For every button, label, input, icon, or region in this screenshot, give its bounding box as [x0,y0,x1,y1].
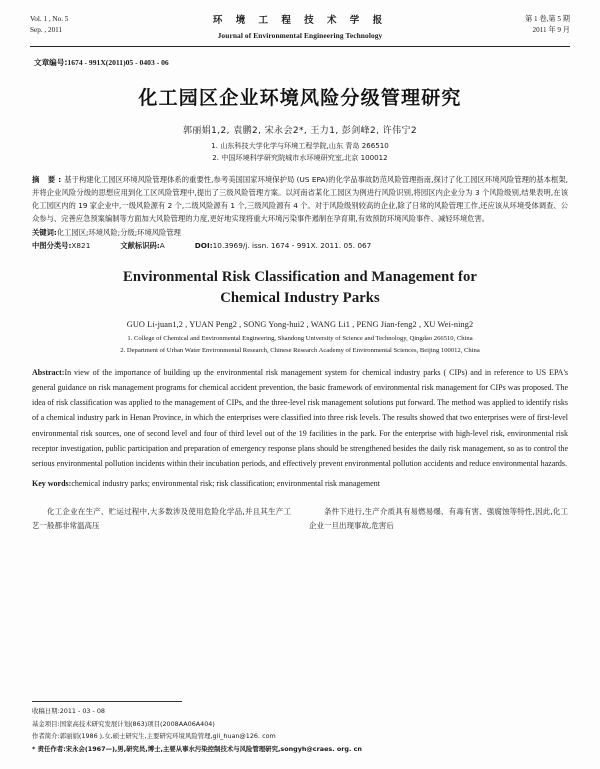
journal-title-cn: 环 境 工 程 技 术 学 报 [212,15,388,26]
article-number [34,57,600,68]
date-cn: 2011 年 9 月 [532,26,570,35]
keywords-cn-label: 关键词: [32,227,57,237]
article-number-value: 1674 - 991X(2011)05 - 0403 - 06 [67,58,169,68]
doi-value[interactable]: 10.3969/j. issn. 1674 - 991X. 2011. 05. 067 [212,241,372,251]
abstract-cn [32,174,568,226]
page-title-cn: 化工园区企业环境风险分级管理研究 [138,87,462,110]
footnote-author-bio: 作者简介:郭丽娟(1986 ),女,硕士研究生,主要研究环境风险管理,gli_huan@126. com [32,732,276,741]
footnote-corresponding-author: * 责任作者:宋永会(1967—),男,研究员,博士,主要从事水污染控制技术与风险管理研究,songyh@craes. org. cn [32,744,362,753]
classification-line [32,241,568,251]
affiliation-en-2: 2. Department of Urban Water Environmental Research, Chinese Research Academy of Environmental Sciences, Beijing 100012, China [120,346,480,354]
affiliations-en [0,333,600,356]
keywords-cn-text: 化工园区;环境风险;分级;环境风险管理 [56,227,181,237]
clc-value: X821 [71,241,91,251]
keywords-cn [32,227,568,240]
page-title-en [70,267,530,308]
article-number-label: 文章编号: [34,58,68,68]
body-columns [32,505,568,533]
journal-title-en: Journal of Environmental Engineering Technology [217,30,383,40]
affiliations-cn [0,140,600,164]
page-title-en-line1: Environmental Risk Classification and Management for [123,269,477,286]
document-code [120,241,164,251]
keywords-en-text: chemical industry parks; environmental risk; risk classification; environmental risk management [71,478,380,488]
body-paragraph-right: 条件下进行,生产介质具有易燃易爆、有毒有害、强腐蚀等特性,因此,化工企业一旦出现事故,危害后 [309,507,568,530]
body-column-right [309,505,568,533]
abstract-en-text: In view of the importance of building up the environmental risk management system for chemical industry parks ( CIPs) and in reference to US EPA's general guidance on risk management programs for chemical accident prevention, the basic framework of environmental risk management for CIPs was proposed. The idea of risk classification was applied to the management of CIPs, and the three-level risk management solutions put forward. The method was applied to identify risks of a chemical industry park in Henan Province, in which the enterprises were classified into three risk levels. The results showed that two enterprises were of first-level environmental risk sources, one of second level and four of third level out of the 19 facilities in the park. For the enterprise with high-level risk, environmental risk receptor investigation, public participation and preparation of emergency response plans should be strengthened besides the daily risk management, so as to control the serious environmental pollution incidents within their incubation periods, and effectively prevent environmental pollution accidents and reduce environmental hazards. [32,368,568,468]
running-head [0,0,600,41]
abstract-en-label: Abstract: [32,368,65,378]
running-head-center [150,14,450,41]
volume-issue-en: Vol. 1 , No. 5 [30,15,69,23]
abstract-cn-label: 摘 要: [32,174,65,184]
abstract-en [32,365,568,470]
document-code-value: A [159,241,165,251]
running-head-left [30,14,150,36]
date-en: Sep. , 2011 [30,26,63,35]
body-column-left [32,505,291,533]
affiliation-cn-2: 2. 中国环境科学研究院城市水环境研究室,北京 100012 [212,153,388,163]
clc-label: 中图分类号: [32,241,72,251]
authors-cn: 郭丽娟1,2, 袁鹏2, 宋永会2*, 王力1, 彭剑峰2, 许伟宁2 [182,126,418,137]
document-code-label: 文献标识码: [120,241,160,251]
clc-number [32,241,90,251]
keywords-en-label: Key words: [32,478,72,488]
affiliation-en-1: 1. College of Chemical and Environmental Engineering, Shandong University of Science and Technology, Qingdao 266510, China [127,334,473,342]
footnotes [32,701,568,755]
body-paragraph-left: 化工企业在生产、贮运过程中,大多数涉及使用危险化学品,并且其生产工艺一般都非常温高压 [32,507,291,530]
keywords-en [32,477,568,491]
doi[interactable] [195,241,372,251]
footnote-received: 收稿日期:2011 - 03 - 08 [32,707,105,716]
running-head-right [450,14,570,36]
affiliation-cn-1: 1. 山东科技大学化学与环境工程学院,山东 青岛 266510 [211,141,389,151]
doi-label: DOI: [194,241,213,251]
authors-en: GUO Li-juan1,2 , YUAN Peng2 , SONG Yong-hui2 , WANG Li1 , PENG Jian-feng2 , XU Wei-ning2 [126,319,474,329]
abstract-cn-text: 基于构建化工园区环境风险管理体系的重要性,参考美国国家环境保护局 (US EPA)的化学品事故防范风险管理指南,探讨了化工园区环境风险管理的基本框架,并将企业风险分级的思想应用到化工区风险管理中,提出了三级风险管理方案。以河南省某化工园区为例进行风险识别,将园区内企业分为 3 个风险级别,结果表明,在该化工园区内的 19 家企业中,一级风险源有 2 个,二级风险源有 1 个,三级风险源有 4 个。对于风险级别较高的企业,除了日常的风险管理工作,还应该从环境受体调查、公众参与、完善应急预案编制等方面加大风险管理的力度,更好地实现将重大环境污染事件遏制在孕育期,有效预防环境风险事件、减轻环境危害。 [32,174,568,223]
footnote-divider [32,701,182,702]
footnote-fund: 基金项目:国家高技术研究发展计划(863)项目(2008AA06A404) [32,719,215,728]
page-title-en-line2: Chemical Industry Parks [220,290,380,307]
volume-issue-cn: 第 1 卷,第 5 期 [525,15,570,23]
header-divider [30,46,570,47]
